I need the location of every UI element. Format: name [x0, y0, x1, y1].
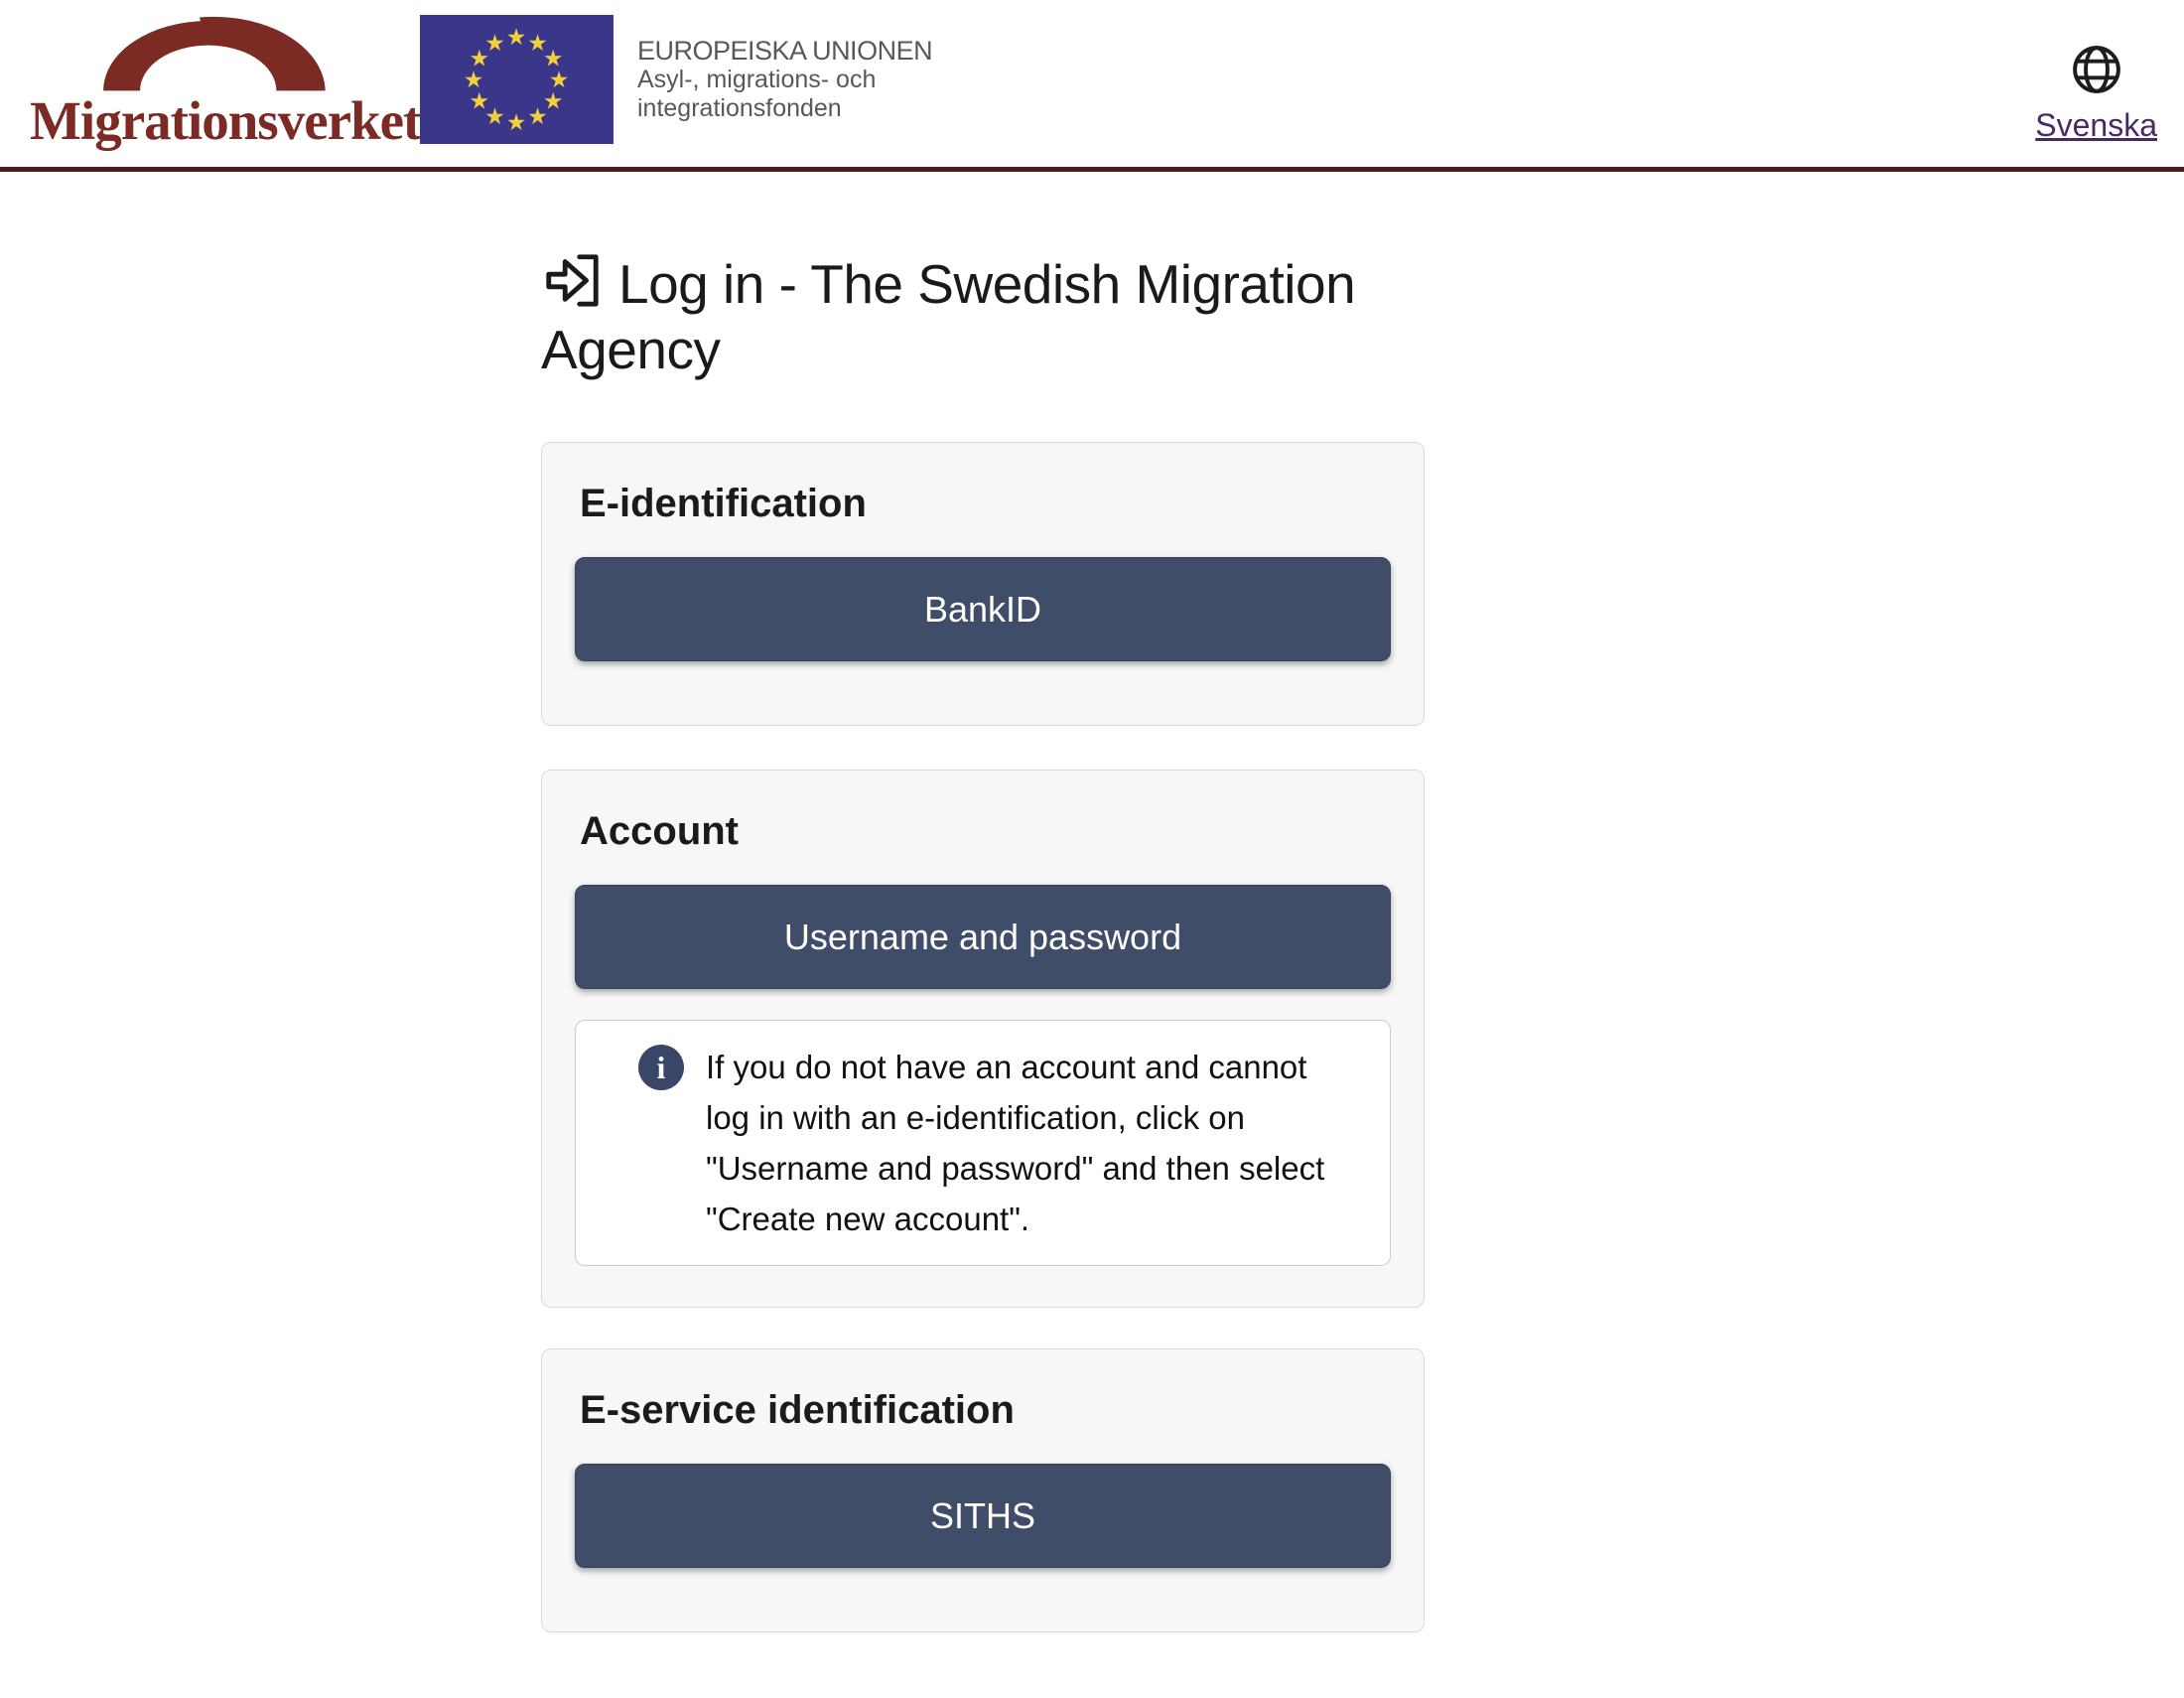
svg-text:★: ★ [469, 46, 490, 72]
language-link-svenska[interactable]: Svenska [2035, 107, 2157, 143]
svg-text:★: ★ [548, 68, 570, 93]
info-icon: i [638, 1045, 684, 1090]
eu-fund-text [637, 36, 932, 123]
eu-fund-line-2: Asyl-, migrations- och [637, 66, 877, 93]
account-heading: Account [580, 809, 739, 853]
header [0, 0, 2184, 172]
svg-text:★: ★ [542, 88, 564, 115]
globe-icon [2069, 42, 2124, 97]
main-content [541, 249, 1425, 1632]
eu-flag-icon [420, 15, 614, 144]
migrationsverket-logo[interactable] [30, 6, 421, 151]
svg-text:★: ★ [463, 68, 484, 93]
card-account [541, 770, 1425, 1308]
svg-text:★: ★ [542, 46, 564, 72]
svg-text:★: ★ [527, 104, 548, 131]
svg-text:★: ★ [469, 88, 490, 115]
info-line: log in with an e-identification, click on [706, 1099, 1245, 1136]
info-line: If you do not have an account and cannot [706, 1049, 1307, 1085]
page-title [541, 249, 1514, 382]
eu-fund-line-1: EUROPEISKA UNIONEN [637, 36, 933, 66]
card-e-identification [541, 442, 1425, 726]
bankid-button[interactable]: BankID [575, 557, 1391, 661]
svg-text:★: ★ [527, 30, 548, 57]
page-title-text: Log in - The Swedish Migration Agency [541, 253, 1356, 380]
siths-button[interactable]: SITHS [575, 1464, 1391, 1568]
info-line: "Create new account". [706, 1201, 1030, 1237]
migrationsverket-arch-icon [73, 6, 353, 93]
info-line: "Username and password" and then select [706, 1150, 1325, 1187]
svg-text:★: ★ [505, 25, 527, 51]
svg-text:★: ★ [505, 110, 527, 136]
card-e-service-identification [541, 1348, 1425, 1632]
account-info-text [706, 1042, 1324, 1244]
svg-text:★: ★ [484, 104, 505, 131]
svg-text:★: ★ [484, 30, 505, 57]
eu-fund-line-3: integrationsfonden [637, 94, 842, 122]
language-switcher [2035, 42, 2157, 144]
account-info-box [575, 1020, 1391, 1266]
login-arrow-icon [541, 249, 603, 311]
e-service-heading: E-service identification [580, 1388, 1015, 1432]
e-identification-heading: E-identification [580, 482, 867, 525]
username-password-button[interactable]: Username and password [575, 885, 1391, 989]
migrationsverket-logo-text: Migrationsverket [30, 90, 421, 151]
